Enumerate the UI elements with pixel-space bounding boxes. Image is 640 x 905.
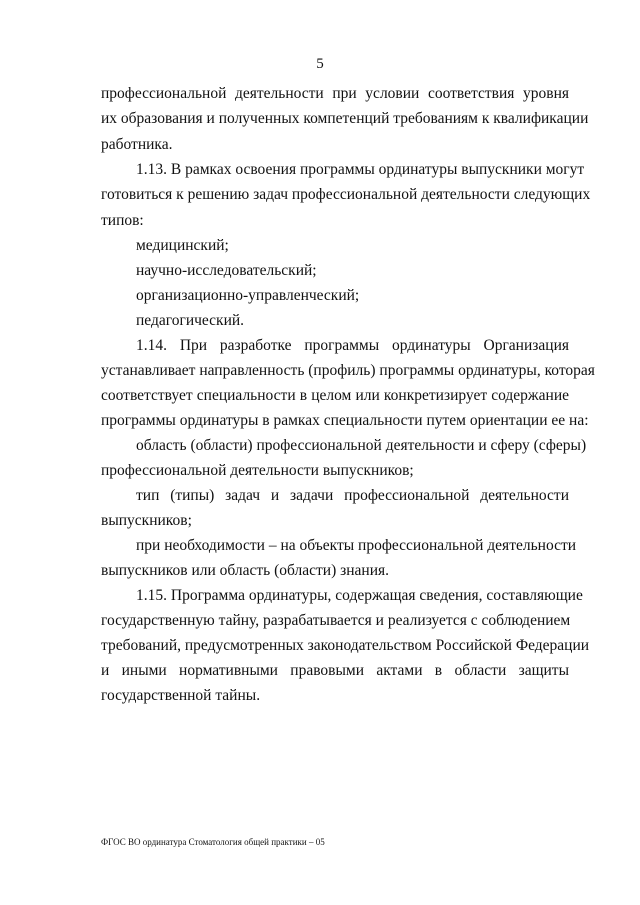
text-line: устанавливает направленность (профиль) программы ординатуры, которая	[101, 362, 595, 379]
text-line: область (области) профессиональной деятельности и сферу (сферы)	[136, 437, 587, 454]
text-line: выпускников или область (области) знания.	[101, 562, 390, 579]
text-line: программы ординатуры в рамках специальности путем ориентации ее на:	[101, 412, 589, 429]
text-line: требований, предусмотренных законодательством Российской Федерации	[101, 637, 590, 654]
list-item: педагогический.	[136, 312, 245, 329]
text-line: государственную тайну, разрабатывается и реализуется с соблюдением	[101, 612, 571, 629]
list-item: медицинский;	[136, 237, 229, 254]
text-line: 1.14. При разработке программы ординатуры Организация	[136, 337, 569, 354]
text-line: работника.	[101, 136, 173, 153]
list-item: организационно-управленческий;	[136, 287, 360, 304]
text-line: выпускников;	[101, 512, 192, 529]
text-line: тип (типы) задач и задачи профессиональной деятельности	[136, 487, 569, 504]
text-line: 1.13. В рамках освоения программы ординатуры выпускники могут	[136, 161, 585, 178]
text-line: соответствует специальности в целом или конкретизирует содержание	[101, 387, 569, 404]
text-line: 1.15. Программа ординатуры, содержащая сведения, составляющие	[136, 587, 583, 604]
text-line: их образования и полученных компетенций требованиям к квалификации	[101, 110, 589, 127]
text-line: государственной тайны.	[101, 687, 261, 704]
list-item: научно-исследовательский;	[136, 262, 317, 279]
page-number: 5	[316, 56, 324, 72]
text-line: профессиональной деятельности выпускников;	[101, 462, 414, 479]
text-line: и иными нормативными правовыми актами в области защиты	[101, 662, 569, 679]
text-line: типов:	[101, 212, 144, 229]
page-footer: ФГОС ВО ординатура Стоматология общей практики – 05	[101, 837, 325, 847]
text-line: готовиться к решению задач профессиональной деятельности следующих	[101, 186, 591, 203]
text-line: при необходимости – на объекты профессиональной деятельности	[136, 537, 577, 554]
text-line: профессиональной деятельности при условии соответствия уровня	[101, 85, 569, 102]
